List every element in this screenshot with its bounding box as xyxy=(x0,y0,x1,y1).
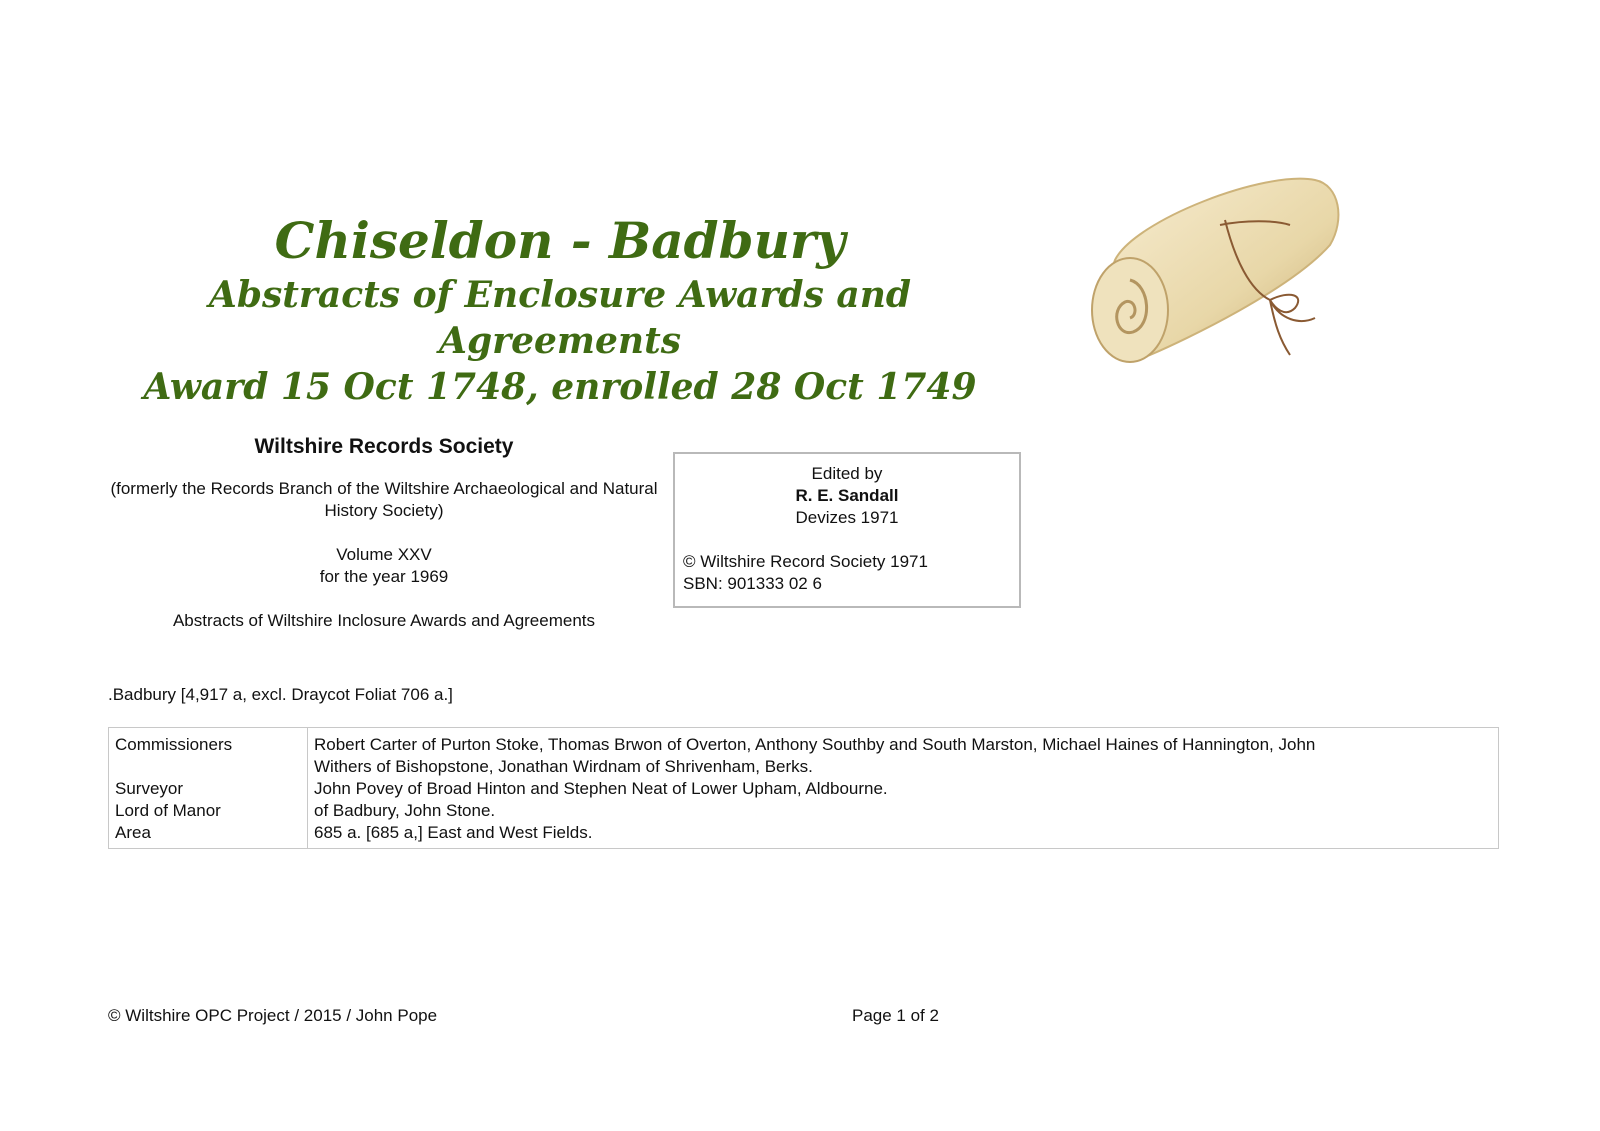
lord-of-manor-label: Lord of Manor xyxy=(115,801,221,820)
edited-by-label: Edited by xyxy=(811,464,883,483)
commissioners-label: Commissioners xyxy=(115,735,233,754)
page-number: Page 1 of 2 xyxy=(852,1006,939,1025)
page-title: Chiseldon - Badbury xyxy=(274,211,846,270)
society-name: Wiltshire Records Society xyxy=(254,435,514,458)
series-title: Abstracts of Wiltshire Inclosure Awards and Agreements xyxy=(172,611,596,630)
award-details-table xyxy=(108,727,1499,849)
society-block xyxy=(110,436,658,632)
area-value: 685 a. [685 a,] East and West Fields. xyxy=(314,823,593,842)
footer-copyright: © Wiltshire OPC Project / 2015 / John Pope xyxy=(108,1006,438,1025)
commissioners-value-line2: Withers of Bishopstone, Jonathan Wirdnam of Shrivenham, Berks. xyxy=(314,757,813,776)
sbn-number: SBN: 901333 02 6 xyxy=(683,574,822,593)
commissioners-value-line1: Robert Carter of Purton Stoke, Thomas Brwon of Overton, Anthony Southby and South Marston, Michael Haines of Hannington, John xyxy=(314,735,1316,754)
society-former-name: (formerly the Records Branch of the Wiltshire Archaeological and Natural History Society) xyxy=(110,479,658,520)
parish-heading: .Badbury [4,917 a, excl. Draycot Foliat 706 a.] xyxy=(108,685,453,704)
scroll-icon xyxy=(1075,150,1375,390)
volume-year: for the year 1969 xyxy=(319,567,449,586)
lord-of-manor-value: of Badbury, John Stone. xyxy=(314,801,496,820)
copyright-notice: © Wiltshire Record Society 1971 xyxy=(683,552,928,571)
table-row xyxy=(109,728,1499,849)
surveyor-label: Surveyor xyxy=(115,779,184,798)
award-date: Award 15 Oct 1748, enrolled 28 Oct 1749 xyxy=(143,366,977,408)
editor-box xyxy=(673,452,1021,608)
subtitle: Abstracts of Enclosure Awards and Agreements xyxy=(208,274,912,362)
editor-name: R. E. Sandall xyxy=(795,486,899,505)
volume: Volume XXV xyxy=(336,545,432,564)
labels-cell xyxy=(109,728,308,849)
publication-place-year: Devizes 1971 xyxy=(795,508,899,527)
title-block xyxy=(110,210,1010,410)
surveyor-value: John Povey of Broad Hinton and Stephen Neat of Lower Upham, Aldbourne. xyxy=(314,779,888,798)
values-cell xyxy=(308,728,1499,849)
area-label: Area xyxy=(115,823,151,842)
